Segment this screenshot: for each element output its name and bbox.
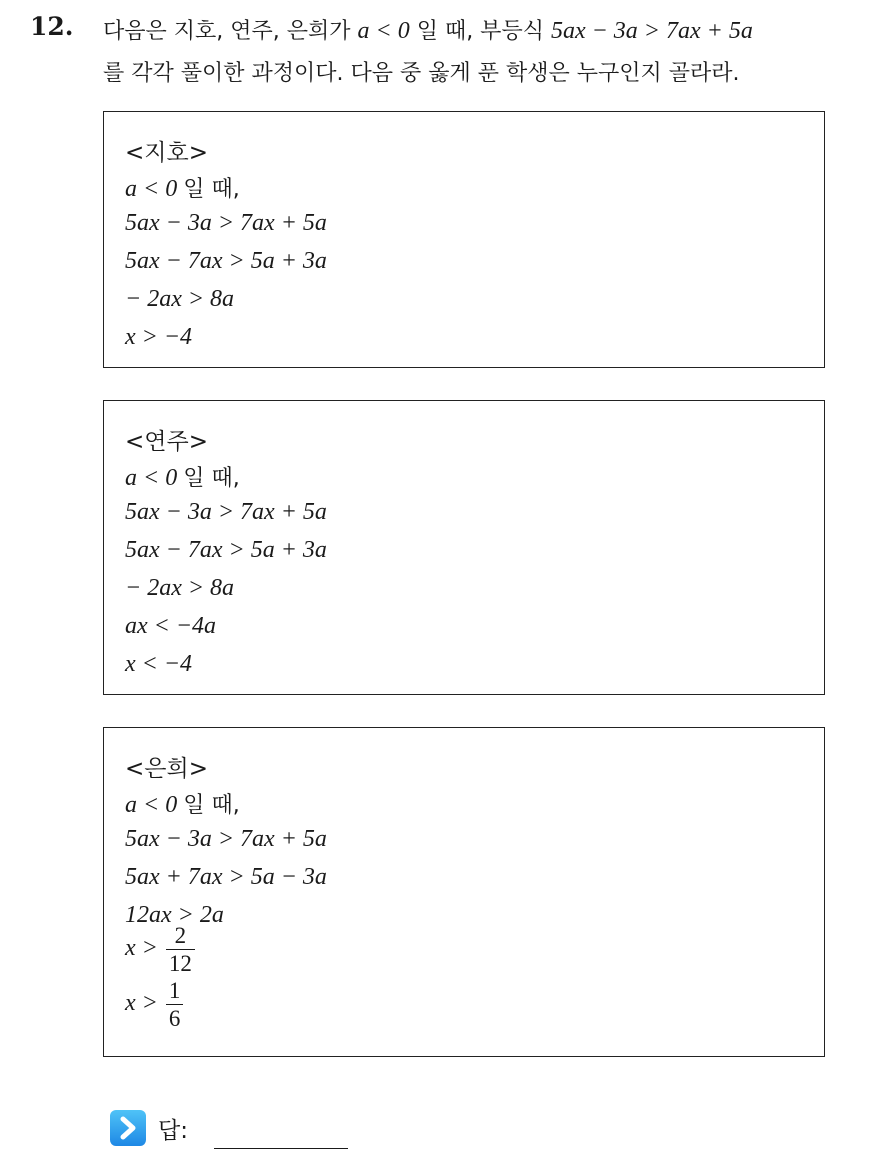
solution-step: x > −4	[125, 324, 193, 350]
condition-math: a < 0	[125, 465, 178, 491]
condition-line	[125, 461, 240, 492]
question-line-1	[103, 14, 753, 45]
chevron-right-icon	[110, 1110, 146, 1146]
solution-box-yeonju	[103, 400, 825, 695]
solution-step: ax < −4a	[125, 613, 217, 639]
solution-step: 5ax + 7ax > 5a − 3a	[125, 864, 327, 890]
student-name: <은희>	[125, 756, 208, 782]
condition-suffix: 일 때,	[183, 177, 240, 202]
fraction-denominator: 12	[168, 951, 192, 976]
solution-step-fraction	[125, 924, 195, 975]
question-number: 12.	[30, 12, 74, 41]
solution-box-jiho	[103, 111, 825, 368]
fraction-lhs: x >	[125, 935, 158, 962]
fraction	[166, 979, 184, 1030]
question-line-2: 를 각각 풀이한 과정이다. 다음 중 옳게 푼 학생은 누구인지 골라라.	[103, 61, 740, 86]
question-mid-text: 일 때, 부등식	[416, 19, 544, 44]
student-name: <연주>	[125, 429, 208, 455]
condition-suffix: 일 때,	[183, 793, 240, 818]
answer-blank[interactable]	[214, 1148, 348, 1149]
solution-box-eunhee	[103, 727, 825, 1057]
condition-math: a < 0	[125, 792, 178, 818]
fraction-numerator: 2	[166, 924, 195, 950]
question-condition: a < 0	[357, 18, 410, 44]
condition-suffix: 일 때,	[183, 466, 240, 491]
fraction	[166, 924, 195, 975]
fraction-numerator: 1	[166, 979, 184, 1005]
fraction-denominator: 6	[168, 1006, 181, 1031]
fraction-lhs: x >	[125, 990, 158, 1017]
solution-step: 5ax − 3a > 7ax + 5a	[125, 499, 327, 525]
solution-step: 5ax − 7ax > 5a + 3a	[125, 248, 327, 274]
solution-step: 5ax − 3a > 7ax + 5a	[125, 210, 327, 236]
solution-step: 5ax − 7ax > 5a + 3a	[125, 537, 327, 563]
question-intro-text: 다음은 지호, 연주, 은희가	[103, 19, 351, 44]
solution-step: − 2ax > 8a	[125, 286, 235, 312]
condition-line	[125, 788, 240, 819]
solution-step: 5ax − 3a > 7ax + 5a	[125, 826, 327, 852]
solution-step-fraction	[125, 979, 183, 1030]
condition-math: a < 0	[125, 176, 178, 202]
solution-step: − 2ax > 8a	[125, 575, 235, 601]
student-name: <지호>	[125, 140, 208, 166]
solution-step: 12ax > 2a	[125, 902, 224, 928]
condition-line	[125, 172, 240, 203]
solution-step: x < −4	[125, 651, 193, 677]
question-inequality: 5ax − 3a > 7ax + 5a	[550, 18, 753, 44]
answer-label: 답:	[158, 1118, 188, 1144]
